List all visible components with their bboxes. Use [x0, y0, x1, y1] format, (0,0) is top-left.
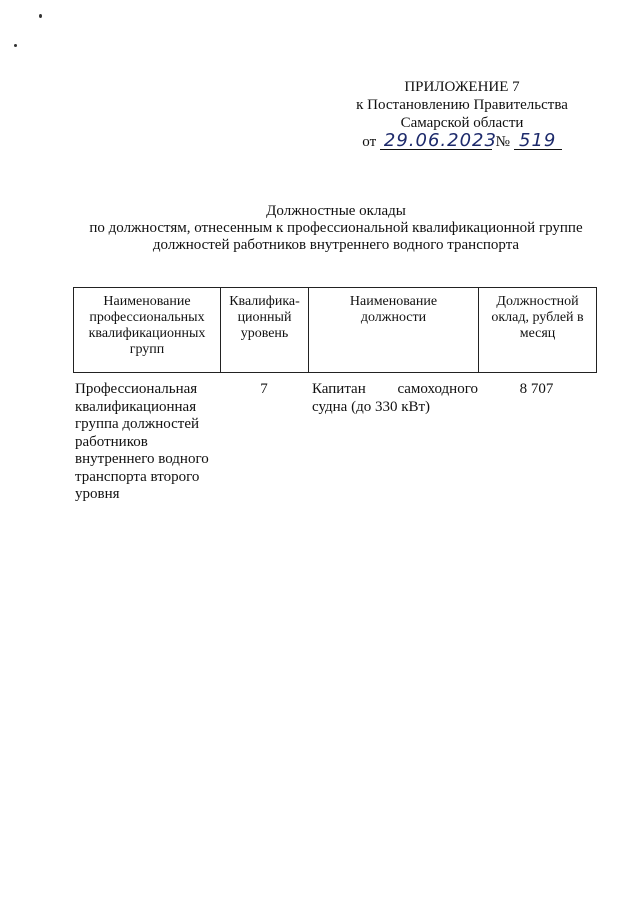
cell-group-line: работников: [75, 433, 148, 450]
title-line-2: по должностям, отнесенным к профессиональной квалификационной группе: [89, 220, 583, 236]
appendix-ref: к Постановлению Правительства: [356, 97, 568, 113]
cell-position: [308, 381, 478, 504]
header-position-line: должности: [360, 310, 427, 325]
table-header-row: [73, 287, 597, 373]
appendix-header: [332, 78, 592, 151]
scan-speck: [14, 44, 17, 47]
table-row: [73, 381, 597, 504]
cell-salary: 8 707: [519, 381, 554, 397]
header-salary: [479, 288, 596, 372]
document-title: [40, 203, 632, 254]
header-salary-line: месяц: [519, 326, 556, 341]
header-position: [309, 288, 479, 372]
header-level-line: уровень: [240, 326, 289, 341]
appendix-region: Самарской области: [400, 115, 524, 131]
cell-group-line: Профессиональная: [75, 381, 198, 397]
cell-group-line: уровня: [75, 486, 120, 502]
cell-position-line-1: [312, 381, 478, 399]
handwritten-number: 519: [514, 133, 562, 150]
header-group-line: профессиональных: [89, 310, 205, 325]
cell-position-word: самоходного: [397, 381, 478, 397]
header-position-line: Наименование: [349, 294, 438, 309]
header-group: [74, 288, 221, 372]
salary-table: [73, 287, 597, 504]
header-group-line: Наименование: [103, 294, 191, 309]
header-level-line: ционный: [237, 310, 292, 325]
number-prefix: №: [495, 134, 510, 150]
cell-group-line: группа должностей: [75, 416, 199, 432]
header-salary-line: оклад, рублей в: [491, 310, 584, 325]
cell-level: 7: [260, 381, 268, 397]
cell-position-line-2: судна (до 330 кВт): [312, 398, 431, 415]
header-group-line: групп: [129, 342, 165, 357]
header-level: [221, 288, 309, 372]
appendix-title: ПРИЛОЖЕНИЕ 7: [404, 79, 520, 95]
header-group-line: квалификационных: [88, 326, 206, 341]
scan-speck: [39, 14, 42, 18]
header-level-line: Квалифика-: [229, 294, 300, 309]
cell-group-line: внутреннего водного: [75, 451, 209, 467]
cell-position-word: Капитан: [312, 381, 366, 397]
title-line-3: должностей работников внутреннего водного транспорта: [152, 237, 520, 253]
date-prefix: от: [362, 134, 377, 150]
cell-group-line: транспорта второго: [75, 468, 200, 485]
appendix-date-line: [332, 130, 592, 151]
header-salary-line: Должностной: [496, 294, 579, 309]
cell-group-line: квалификационная: [75, 398, 197, 415]
title-line-1: Должностные оклады: [266, 203, 406, 219]
handwritten-date: 29.06.2023: [380, 133, 492, 150]
cell-group: [73, 381, 220, 504]
